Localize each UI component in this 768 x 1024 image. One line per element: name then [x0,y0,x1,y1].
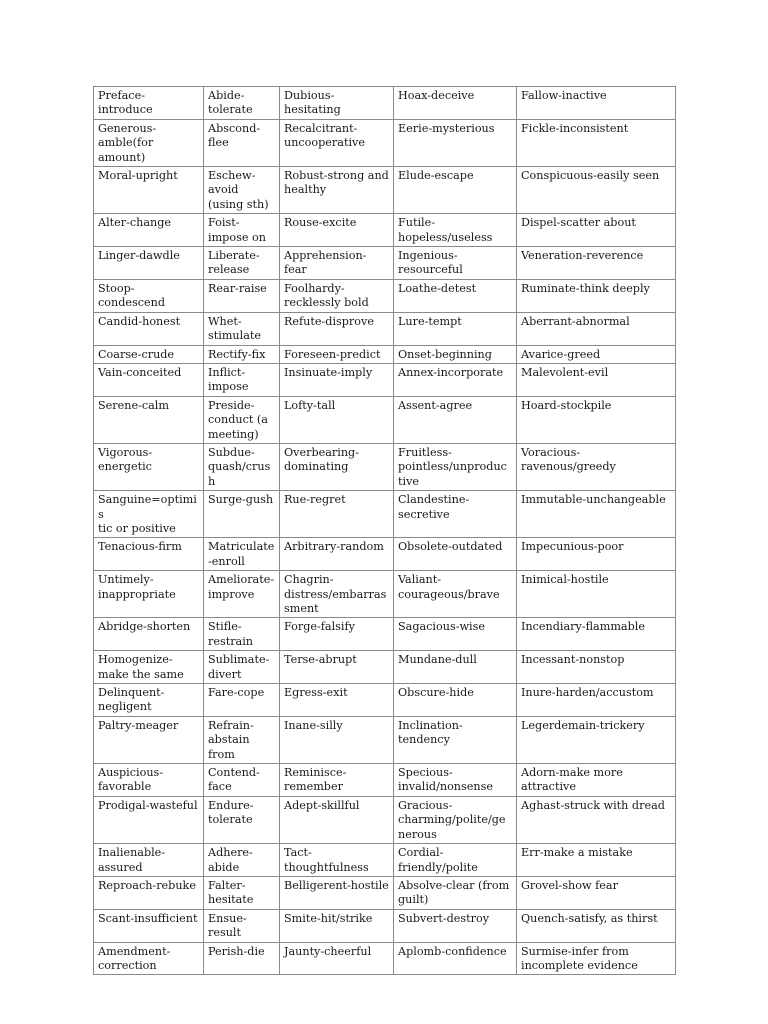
vocab-cell: Ingenious- resourceful [394,247,517,280]
vocab-cell: Subvert-destroy [394,909,517,942]
vocab-cell: Fare-cope [204,684,280,717]
vocab-cell: Refute-disprove [280,312,394,345]
vocab-cell: Avarice-greed [517,345,676,363]
vocab-cell: Lofty-tall [280,396,394,443]
vocab-cell: Abide- tolerate [204,87,280,120]
vocab-cell: Endure- tolerate [204,796,280,843]
vocab-cell: Stoop- condescend [94,279,204,312]
vocab-cell: Absolve-clear (from guilt) [394,876,517,909]
vocab-cell: Inclination- tendency [394,716,517,763]
table-row [94,247,676,280]
vocab-cell: Alter-change [94,214,204,247]
vocab-cell: Reminisce- remember [280,764,394,797]
vocab-cell: Impecunious-poor [517,538,676,571]
vocab-cell: Assent-agree [394,396,517,443]
vocab-cell: Elude-escape [394,167,517,214]
table-row [94,844,676,877]
vocab-cell: Cordial- friendly/polite [394,844,517,877]
vocab-cell: Futile- hopeless/useless [394,214,517,247]
vocab-cell: Lure-tempt [394,312,517,345]
vocab-cell: Valiant- courageous/brave [394,571,517,618]
table-row [94,363,676,396]
vocab-cell: Eschew- avoid (using sth) [204,167,280,214]
vocab-cell: Foreseen-predict [280,345,394,363]
vocab-cell: Hoax-deceive [394,87,517,120]
vocab-cell: Tact- thoughtfulness [280,844,394,877]
vocabulary-table [93,86,676,975]
vocab-cell: Veneration-reverence [517,247,676,280]
vocab-cell: Sagacious-wise [394,618,517,651]
vocab-cell: Scant-insufficient [94,909,204,942]
table-row [94,214,676,247]
table-row [94,491,676,538]
vocab-cell: Stifle- restrain [204,618,280,651]
vocab-cell: Incessant-nonstop [517,651,676,684]
vocab-cell: Grovel-show fear [517,876,676,909]
table-row [94,684,676,717]
vocab-cell: Err-make a mistake [517,844,676,877]
vocab-cell: Liberate- release [204,247,280,280]
vocab-cell: Coarse-crude [94,345,204,363]
vocab-cell: Abscond- flee [204,119,280,166]
vocab-cell: Surmise-infer from incomplete evidence [517,942,676,975]
vocab-cell: Forge-falsify [280,618,394,651]
table-row [94,396,676,443]
vocab-cell: Abridge-shorten [94,618,204,651]
vocab-cell: Conspicuous-easily seen [517,167,676,214]
vocab-cell: Foolhardy- recklessly bold [280,279,394,312]
vocab-cell: Untimely- inappropriate [94,571,204,618]
vocab-cell: Inalienable- assured [94,844,204,877]
vocab-cell: Subdue- quash/crus h [204,443,280,490]
vocab-cell: Specious- invalid/nonsense [394,764,517,797]
table-row [94,167,676,214]
vocab-cell: Aberrant-abnormal [517,312,676,345]
vocab-cell: Vain-conceited [94,363,204,396]
vocab-cell: Smite-hit/strike [280,909,394,942]
vocab-cell: Contend- face [204,764,280,797]
table-row [94,538,676,571]
vocab-cell: Vigorous- energetic [94,443,204,490]
vocab-cell: Gracious- charming/polite/ge nerous [394,796,517,843]
vocab-cell: Dispel-scatter about [517,214,676,247]
vocab-cell: Inure-harden/accustom [517,684,676,717]
vocab-cell: Fickle-inconsistent [517,119,676,166]
vocab-cell: Perish-die [204,942,280,975]
vocab-cell: Malevolent-evil [517,363,676,396]
vocab-cell: Onset-beginning [394,345,517,363]
table-row [94,942,676,975]
vocab-cell: Inane-silly [280,716,394,763]
table-row [94,87,676,120]
table-row [94,119,676,166]
vocab-cell: Adorn-make more attractive [517,764,676,797]
vocab-cell: Recalcitrant- uncooperative [280,119,394,166]
vocab-cell: Paltry-meager [94,716,204,763]
vocab-cell: Ameliorate- improve [204,571,280,618]
vocab-cell: Prodigal-wasteful [94,796,204,843]
table-row [94,651,676,684]
vocab-cell: Matriculate -enroll [204,538,280,571]
table-row [94,618,676,651]
vocab-cell: Robust-strong and healthy [280,167,394,214]
vocab-cell: Jaunty-cheerful [280,942,394,975]
vocab-cell: Reproach-rebuke [94,876,204,909]
vocab-cell: Eerie-mysterious [394,119,517,166]
vocab-cell: Rectify-fix [204,345,280,363]
vocab-cell: Adhere- abide [204,844,280,877]
vocab-cell: Tenacious-firm [94,538,204,571]
vocab-cell: Aghast-struck with dread [517,796,676,843]
vocab-cell: Whet- stimulate [204,312,280,345]
vocab-cell: Legerdemain-trickery [517,716,676,763]
vocab-cell: Incendiary-flammable [517,618,676,651]
vocab-cell: Sublimate- divert [204,651,280,684]
vocab-cell: Dubious-hesitating [280,87,394,120]
vocab-cell: Chagrin- distress/embarras sment [280,571,394,618]
vocab-cell: Rue-regret [280,491,394,538]
vocab-cell: Clandestine- secretive [394,491,517,538]
vocab-cell: Belligerent-hostile [280,876,394,909]
table-row [94,764,676,797]
vocab-cell: Immutable-unchangeable [517,491,676,538]
vocab-cell: Obsolete-outdated [394,538,517,571]
vocab-cell: Homogenize- make the same [94,651,204,684]
vocab-cell: Ruminate-think deeply [517,279,676,312]
vocab-cell: Voracious- ravenous/greedy [517,443,676,490]
table-row [94,876,676,909]
vocab-cell: Candid-honest [94,312,204,345]
vocab-cell: Inflict- impose [204,363,280,396]
vocab-cell: Moral-upright [94,167,204,214]
vocab-cell: Arbitrary-random [280,538,394,571]
vocabulary-table-body [94,87,676,975]
vocab-cell: Surge-gush [204,491,280,538]
vocab-cell: Overbearing- dominating [280,443,394,490]
vocab-cell: Inimical-hostile [517,571,676,618]
vocab-cell: Hoard-stockpile [517,396,676,443]
vocab-cell: Loathe-detest [394,279,517,312]
vocab-cell: Refrain- abstain from [204,716,280,763]
table-row [94,716,676,763]
table-row [94,345,676,363]
vocab-cell: Foist- impose on [204,214,280,247]
table-row [94,909,676,942]
vocab-cell: Adept-skillful [280,796,394,843]
vocab-cell: Mundane-dull [394,651,517,684]
vocab-cell: Terse-abrupt [280,651,394,684]
vocab-cell: Fruitless- pointless/unproduc tive [394,443,517,490]
vocab-cell: Linger-dawdle [94,247,204,280]
vocab-cell: Sanguine=optimis tic or positive [94,491,204,538]
vocab-cell: Rouse-excite [280,214,394,247]
vocab-cell: Quench-satisfy, as thirst [517,909,676,942]
vocab-cell: Amendment- correction [94,942,204,975]
table-row [94,443,676,490]
vocab-cell: Aplomb-confidence [394,942,517,975]
vocab-cell: Obscure-hide [394,684,517,717]
vocab-cell: Annex-incorporate [394,363,517,396]
vocab-cell: Generous- amble(for amount) [94,119,204,166]
vocab-cell: Rear-raise [204,279,280,312]
vocab-cell: Serene-calm [94,396,204,443]
vocab-cell: Fallow-inactive [517,87,676,120]
vocab-cell: Preface-introduce [94,87,204,120]
vocab-cell: Insinuate-imply [280,363,394,396]
vocab-cell: Ensue- result [204,909,280,942]
vocab-cell: Preside- conduct (a meeting) [204,396,280,443]
table-row [94,279,676,312]
vocab-cell: Auspicious- favorable [94,764,204,797]
vocab-cell: Falter- hesitate [204,876,280,909]
vocab-cell: Delinquent- negligent [94,684,204,717]
vocab-cell: Apprehension-fear [280,247,394,280]
table-row [94,571,676,618]
vocab-cell: Egress-exit [280,684,394,717]
table-row [94,796,676,843]
table-row [94,312,676,345]
